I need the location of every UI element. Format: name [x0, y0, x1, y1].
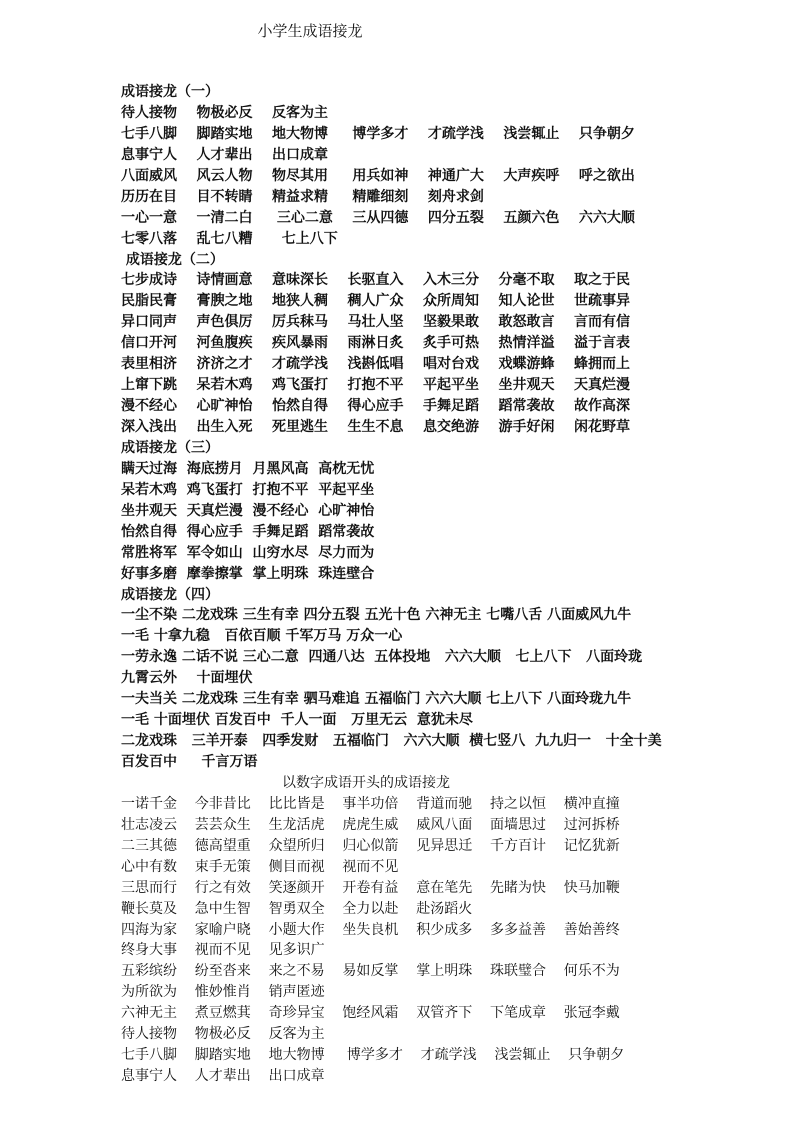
- text-line: 五彩缤纷 纷至沓来 来之不易 易如反掌 掌上明珠 珠联璧合 何乐不为: [121, 963, 620, 980]
- text-line: 一毛 十拿九稳 百依百顺 千军万马 万众一心: [121, 628, 403, 645]
- text-line: 七零八落 乱七八糟 七上八下: [121, 230, 338, 247]
- text-line: 怡然自得 得心应手 手舞足蹈 蹈常袭故: [121, 523, 375, 540]
- text-line: 一诺千金 今非昔比 比比皆是 事半功倍 背道而驰 持之以恒 横冲直撞: [121, 795, 620, 812]
- text-line: 常胜将军 军令如山 山穷水尽 尽力而为: [121, 544, 375, 561]
- text-line: 三思而行 行之有效 笑逐颜开 开卷有益 意在笔先 先睹为快 快马加鞭: [121, 879, 620, 896]
- text-line: 一毛 十面埋伏 百发百中 千人一面 万里无云 意犹未尽: [121, 712, 473, 729]
- text-line: 历历在目 目不转睛 精益求精 精雕细刻 刻舟求剑: [121, 188, 484, 205]
- text-line: 鞭长莫及 急中生智 智勇双全 全力以赴 赴汤蹈火: [121, 900, 473, 917]
- text-line: 八面威风 风云人物 物尽其用 用兵如神 神通广大 大声疾呼 呼之欲出: [121, 167, 635, 184]
- text-line: 一心一意 一清二白 三心二意 三从四德 四分五裂 五颜六色 六六大顺: [121, 209, 635, 226]
- text-line: 深入浅出 出生入死 死里逃生 生生不息 息交绝游 游手好闲 闲花野草: [121, 419, 630, 435]
- text-line: 心中有数 束手无策 侧目而视 视而不见: [121, 858, 399, 875]
- text-line: 异口同声 声色俱厉 厉兵秣马 马壮人坚 坚毅果敢 敢怒敢言 言而有信: [121, 314, 630, 331]
- text-line: 一夫当关 二龙戏珠 三生有幸 驷马难追 五福临门 六六大顺 七上八下 八面玲珑九牛: [121, 691, 632, 708]
- text-line: 成语接龙（二）: [121, 251, 224, 268]
- page-title: 小学生成语接龙: [257, 22, 363, 40]
- text-line: 终身大事 视而不见 见多识广: [121, 942, 325, 959]
- text-line: 上窜下跳 呆若木鸡 鸡飞蛋打 打抱不平 平起平坐 坐井观天 天真烂漫: [121, 377, 630, 394]
- text-line: 息事宁人 人才辈出 出口成章: [121, 146, 328, 163]
- text-line: 瞒天过海 海底捞月 月黑风高 高枕无忧: [121, 460, 375, 477]
- section-heading: 以数字成语开头的成语接龙: [282, 774, 450, 791]
- text-line: 一尘不染 二龙戏珠 三生有幸 四分五裂 五光十色 六神无主 七嘴八舌 八面威风九牛: [121, 607, 632, 624]
- text-line: 待人接物 物极必反 反客为主: [121, 104, 328, 121]
- text-line: 二龙戏珠 三羊开泰 四季发财 五福临门 六六大顺 横七竖八 九九归一 十全十美: [121, 733, 662, 750]
- text-line: 呆若木鸡 鸡飞蛋打 打抱不平 平起平坐: [121, 481, 375, 498]
- text-line: 坐井观天 天真烂漫 漫不经心 心旷神怡: [121, 502, 375, 519]
- text-line: 待人接物 物极必反 反客为主: [121, 1026, 325, 1043]
- idiom-chain-body: [121, 82, 721, 1087]
- text-line: 漫不经心 心旷神怡 怡然自得 得心应手 手舞足蹈 蹈常袭故 故作高深: [121, 398, 630, 415]
- text-line: 百发百中 千言万语: [121, 754, 258, 770]
- text-line: 二三其德 德高望重 众望所归 归心似箭 见异思迁 千方百计 记忆犹新: [121, 837, 620, 854]
- text-line: 七手八脚 脚踏实地 地大物博 博学多才 才疏学浅 浅尝辄止 只争朝夕: [121, 125, 635, 142]
- text-line: 六神无主 煮豆燃萁 奇珍异宝 饱经风霜 双管齐下 下笔成章 张冠李戴: [121, 1005, 620, 1022]
- text-line: 成语接龙（四）: [121, 586, 219, 603]
- text-line: 七步成诗 诗情画意 意味深长 长驱直入 入木三分 分毫不取 取之于民: [121, 272, 630, 289]
- text-line: 成语接龙（三）: [121, 439, 219, 456]
- text-line: 七手八脚 脚踏实地 地大物博 博学多才 才疏学浅 浅尝辄止 只争朝夕: [121, 1047, 625, 1064]
- text-line: 息事宁人 人才辈出 出口成章: [121, 1068, 325, 1085]
- text-line: 一劳永逸 二话不说 三心二意 四通八达 五体投地 六六大顺 七上八下 八面玲珑: [121, 649, 643, 666]
- text-line: 好事多磨 摩拳擦掌 掌上明珠 珠连壁合: [121, 565, 375, 582]
- text-line: 表里相济 济济之才 才疏学浅 浅斟低唱 唱对台戏 戏蝶游蜂 蜂拥而上: [121, 356, 630, 373]
- text-line: 为所欲为 惟妙惟肖 销声匿迹: [121, 984, 325, 1001]
- text-line: 信口开河 河鱼腹疾 疾风暴雨 雨淋日炙 炙手可热 热情洋溢 溢于言表: [121, 335, 630, 352]
- text-line: 九霄云外 十面埋伏: [121, 670, 253, 687]
- text-line: 民脂民膏 膏腴之地 地狭人稠 稠人广众 众所周知 知人论世 世疏事异: [121, 293, 630, 310]
- text-line: 四海为家 家喻户晓 小题大作 坐失良机 积少成多 多多益善 善始善终: [121, 921, 620, 938]
- text-line: 成语接龙（一）: [121, 84, 219, 100]
- text-line: 壮志凌云 芸芸众生 生龙活虎 虎虎生威 威风八面 面墙思过 过河拆桥: [121, 816, 620, 833]
